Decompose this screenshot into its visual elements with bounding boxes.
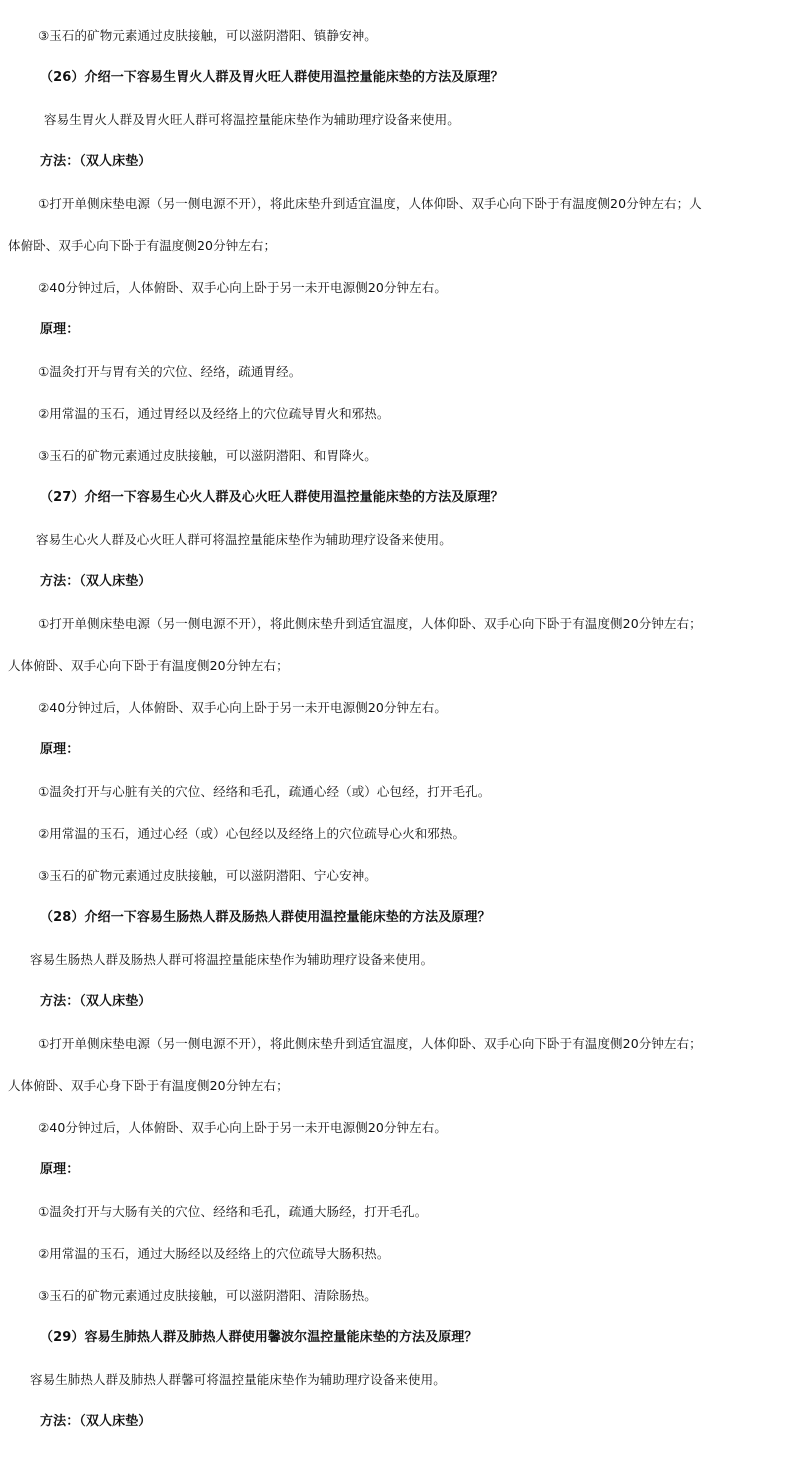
paragraph-line: ②用常温的玉石，通过大肠经以及经络上的穴位疏导大肠积热。 bbox=[38, 1246, 390, 1261]
section-label: 原理： bbox=[40, 1162, 80, 1177]
question-heading: （28）介绍一下容易生肠热人群及肠热人群使用温控量能床垫的方法及原理？ bbox=[40, 910, 491, 925]
section-label: 原理： bbox=[40, 742, 80, 757]
section-label: 方法：（双人床垫） bbox=[40, 994, 152, 1009]
paragraph-line: ①温灸打开与心脏有关的穴位、经络和毛孔，疏通心经（或）心包经，打开毛孔。 bbox=[38, 784, 491, 799]
paragraph-line: ③玉石的矿物元素通过皮肤接触，可以滋阴潜阳、镇静安神。 bbox=[38, 28, 377, 43]
paragraph-line: 体俯卧、双手心向下卧于有温度侧20分钟左右； bbox=[8, 238, 277, 253]
section-label: 方法：（双人床垫） bbox=[40, 574, 152, 589]
question-heading: （26）介绍一下容易生胃火人群及胃火旺人群使用温控量能床垫的方法及原理？ bbox=[40, 70, 504, 85]
paragraph-line: ③玉石的矿物元素通过皮肤接触，可以滋阴潜阳、和胃降火。 bbox=[38, 448, 377, 463]
section-label: 方法：（双人床垫） bbox=[40, 1414, 152, 1429]
paragraph-line: ①温灸打开与胃有关的穴位、经络，疏通胃经。 bbox=[38, 364, 302, 379]
paragraph-line: 人体俯卧、双手心向下卧于有温度侧20分钟左右； bbox=[8, 658, 289, 673]
paragraph-line: ①打开单侧床垫电源（另一侧电源不开），将此侧床垫升到适宜温度，人体仰卧、双手心向下卧于有温度侧20分钟左右； bbox=[38, 616, 702, 631]
paragraph-line: ②用常温的玉石，通过心经（或）心包经以及经络上的穴位疏导心火和邪热。 bbox=[38, 826, 466, 841]
paragraph-line: 容易生胃火人群及胃火旺人群可将温控量能床垫作为辅助理疗设备来使用。 bbox=[44, 112, 460, 127]
paragraph-line: 人体俯卧、双手心身下卧于有温度侧20分钟左右； bbox=[8, 1078, 289, 1093]
paragraph-line: ①温灸打开与大肠有关的穴位、经络和毛孔，疏通大肠经，打开毛孔。 bbox=[38, 1204, 428, 1219]
section-label: 方法：（双人床垫） bbox=[40, 154, 152, 169]
section-label: 原理： bbox=[40, 322, 80, 337]
paragraph-line: ③玉石的矿物元素通过皮肤接触，可以滋阴潜阳、宁心安神。 bbox=[38, 868, 377, 883]
paragraph-line: 容易生肺热人群及肺热人群馨可将温控量能床垫作为辅助理疗设备来使用。 bbox=[30, 1372, 446, 1387]
question-heading: （27）介绍一下容易生心火人群及心火旺人群使用温控量能床垫的方法及原理？ bbox=[40, 490, 504, 505]
paragraph-line: ①打开单侧床垫电源（另一侧电源不开），将此床垫升到适宜温度，人体仰卧、双手心向下卧于有温度侧20分钟左右；人 bbox=[38, 196, 702, 211]
paragraph-line: ③玉石的矿物元素通过皮肤接触，可以滋阴潜阳、清除肠热。 bbox=[38, 1288, 377, 1303]
paragraph-line: ②用常温的玉石，通过胃经以及经络上的穴位疏导胃火和邪热。 bbox=[38, 406, 390, 421]
paragraph-line: ②40分钟过后，人体俯卧、双手心向上卧于另一未开电源侧20分钟左右。 bbox=[38, 700, 447, 715]
paragraph-line: 容易生肠热人群及肠热人群可将温控量能床垫作为辅助理疗设备来使用。 bbox=[30, 952, 434, 967]
paragraph-line: 容易生心火人群及心火旺人群可将温控量能床垫作为辅助理疗设备来使用。 bbox=[36, 532, 452, 547]
paragraph-line: ②40分钟过后，人体俯卧、双手心向上卧于另一未开电源侧20分钟左右。 bbox=[38, 1120, 447, 1135]
question-heading: （29）容易生肺热人群及肺热人群使用馨波尔温控量能床垫的方法及原理？ bbox=[40, 1330, 478, 1345]
paragraph-line: ①打开单侧床垫电源（另一侧电源不开），将此侧床垫升到适宜温度，人体仰卧、双手心向下卧于有温度侧20分钟左右； bbox=[38, 1036, 702, 1051]
paragraph-line: ②40分钟过后，人体俯卧、双手心向上卧于另一未开电源侧20分钟左右。 bbox=[38, 280, 447, 295]
